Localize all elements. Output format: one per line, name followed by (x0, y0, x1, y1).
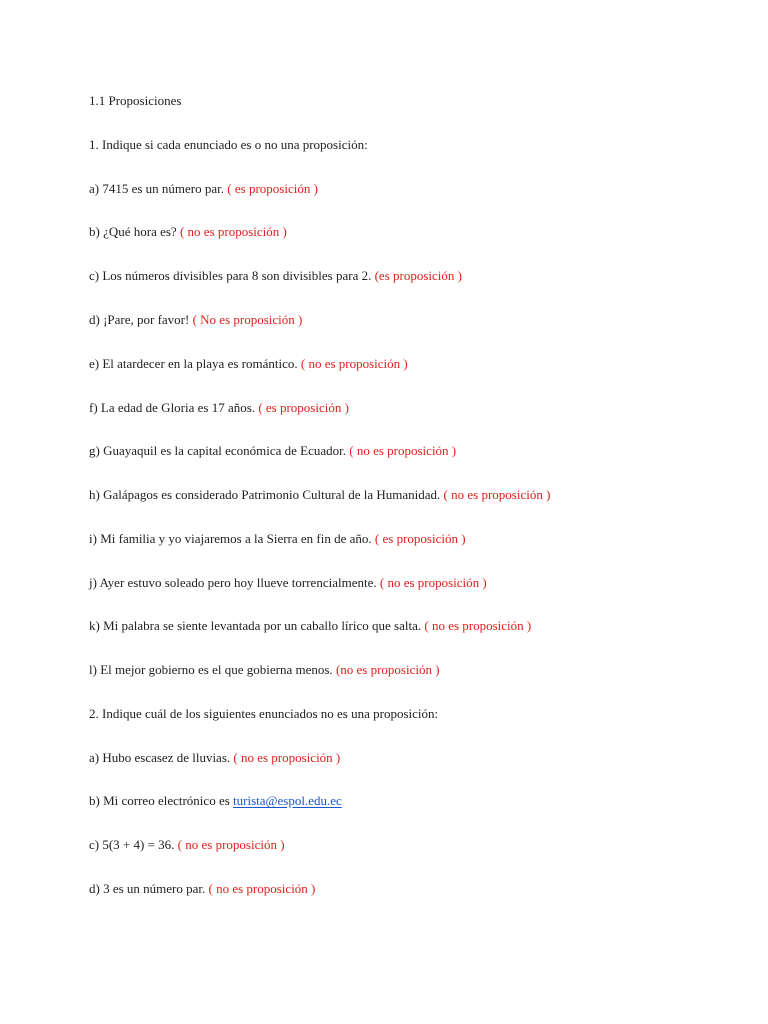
answer-text: ( es proposición ) (227, 181, 318, 196)
answer-text: ( no es proposición ) (179, 224, 287, 239)
statement-text: f) La edad de Gloria es 17 años. (89, 400, 256, 415)
statement-text: l) El mejor gobierno es el que gobierna menos. (89, 662, 333, 677)
q1-item-e (89, 355, 408, 373)
answer-text: (no es proposición ) (335, 662, 440, 677)
answer-text: ( no es proposición ) (177, 837, 285, 852)
answer-text: ( es proposición ) (258, 400, 349, 415)
q2-item-a (89, 749, 340, 767)
q2-item-d (89, 880, 315, 898)
question-1-prompt: 1. Indique si cada enunciado es o no una proposición: (89, 137, 368, 152)
q1-item-a (89, 180, 318, 198)
answer-text: ( es proposición ) (374, 531, 466, 546)
statement-text: k) Mi palabra se siente levantada por un caballo lírico que salta. (89, 618, 422, 633)
answer-text: (es proposición ) (374, 268, 462, 283)
q1-item-c (89, 267, 462, 285)
q1-item-i (89, 530, 466, 548)
answer-text: ( no es proposición ) (443, 487, 551, 502)
q1-item-d (89, 311, 302, 329)
statement-text: e) El atardecer en la playa es romántico. (89, 356, 298, 371)
q1-item-b (89, 223, 287, 241)
statement-text: b) Mi correo electrónico es (89, 793, 230, 808)
q1-item-j (89, 574, 487, 592)
answer-text: ( no es proposición ) (300, 356, 408, 371)
q2-item-b (89, 792, 342, 810)
q1-item-h (89, 486, 550, 504)
answer-text: ( no es proposición ) (379, 575, 487, 590)
statement-text: h) Galápagos es considerado Patrimonio Cultural de la Humanidad. (89, 487, 441, 502)
answer-text: ( no es proposición ) (208, 881, 316, 896)
statement-text: d) 3 es un número par. (89, 881, 206, 896)
q1-item-g (89, 442, 456, 460)
question-2-prompt: 2. Indique cuál de los siguientes enunciados no es una proposición: (89, 706, 439, 721)
statement-text: a) 7415 es un número par. (89, 181, 225, 196)
statement-text: g) Guayaquil es la capital económica de Ecuador. (89, 443, 347, 458)
q1-item-l (89, 661, 440, 679)
statement-text: d) ¡Pare, por favor! (89, 312, 190, 327)
q1-item-f (89, 399, 349, 417)
q2-item-c (89, 836, 285, 854)
statement-text: c) 5(3 + 4) = 36. (89, 837, 175, 852)
statement-text: i) Mi familia y yo viajaremos a la Sierra en fin de año. (89, 531, 372, 546)
section-title: 1.1 Proposiciones (89, 93, 182, 108)
statement-text: c) Los números divisibles para 8 son divisibles para 2. (89, 268, 372, 283)
email-link[interactable]: turista@espol.edu.ec (233, 793, 342, 808)
statement-text: j) Ayer estuvo soleado pero hoy llueve torrencialmente. (89, 575, 377, 590)
answer-text: ( no es proposición ) (233, 750, 341, 765)
answer-text: ( no es proposición ) (349, 443, 457, 458)
statement-text: a) Hubo escasez de lluvias. (89, 750, 231, 765)
statement-text: b) ¿Qué hora es? (89, 224, 177, 239)
q1-item-k (89, 617, 531, 635)
answer-text: ( no es proposición ) (424, 618, 532, 633)
answer-text: ( No es proposición ) (192, 312, 303, 327)
